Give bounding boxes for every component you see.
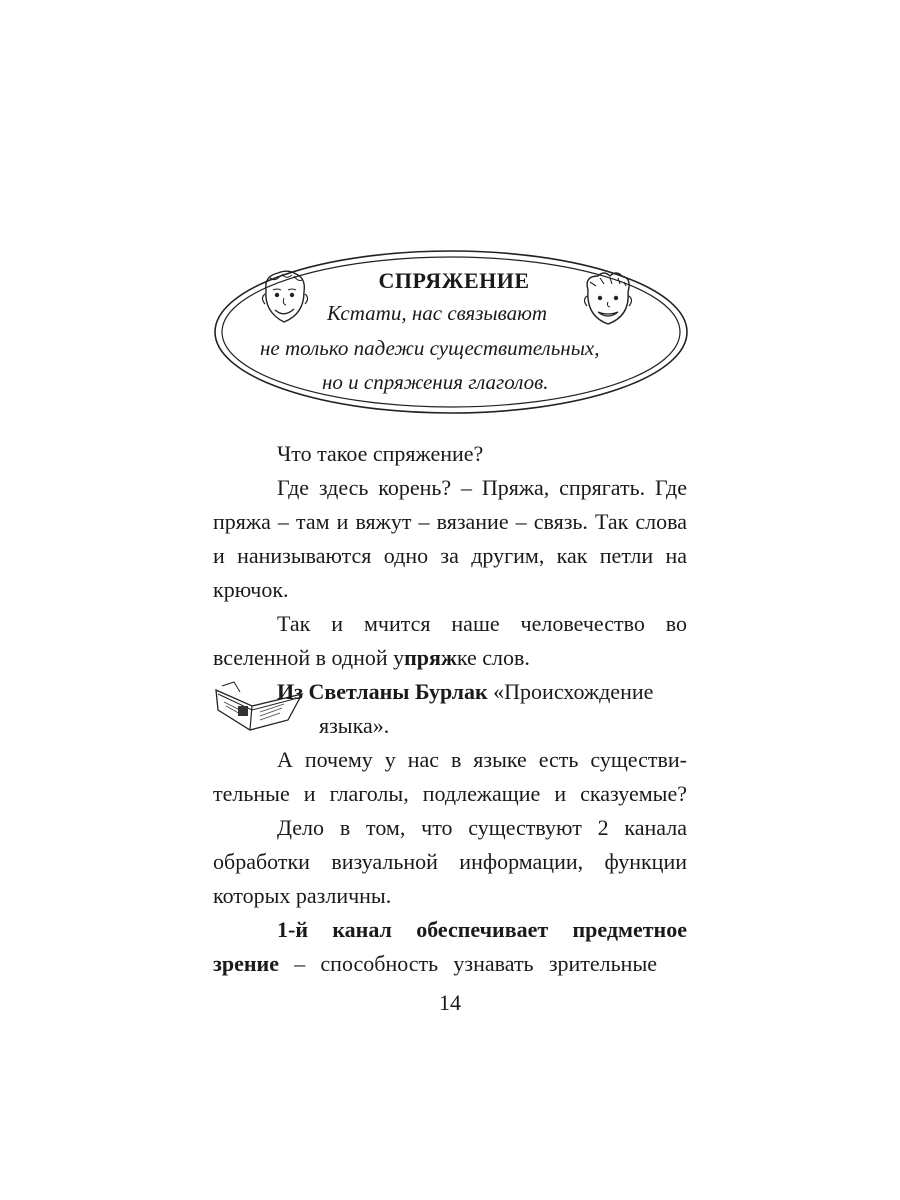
- page-number: 14: [439, 990, 461, 1015]
- paragraph-line: тельные и глаголы, подлежащие и сказуемые?: [213, 781, 687, 806]
- paragraph-line: и нанизываются одно за другим, как петли на: [213, 543, 687, 568]
- header-subtitle-line-1: Кстати, нас связывают: [327, 301, 548, 325]
- chapter-title: СПРЯЖЕНИЕ: [378, 268, 530, 293]
- paragraph-line: 1-й канал обеспечивает предметное: [277, 917, 687, 942]
- paragraph-line: которых различны.: [213, 883, 392, 908]
- header-subtitle-line-2: не только падежи существительных,: [260, 336, 600, 360]
- text-span: ке слов.: [456, 645, 530, 670]
- chapter-header: [212, 248, 690, 416]
- text-span: – способность узнавать зрительные: [278, 951, 657, 976]
- header-subtitle-line-3: но и спряжения глаголов.: [322, 370, 549, 394]
- paragraph-line: [213, 953, 657, 975]
- paragraph-line: Где здесь корень? – Пряжа, спрягать. Где: [277, 475, 687, 500]
- paragraph-line: Так и мчится наше человечество во: [277, 611, 687, 636]
- text-span: вселенной в одной у: [213, 645, 405, 670]
- emphasis-span: пряж: [404, 645, 457, 670]
- quote-line: языка».: [319, 713, 390, 738]
- text-span: «Происхождение: [487, 679, 654, 704]
- paragraph-line: Дело в том, что существуют 2 канала: [277, 815, 687, 840]
- paragraph-line: пряжа – там и вяжут – вязание – связь. Так слова: [213, 509, 687, 534]
- paragraph-line: крючок.: [213, 577, 289, 602]
- author-name: Из Светланы Бурлак: [277, 679, 488, 704]
- paragraph-line: [213, 647, 530, 669]
- paragraph-line: Что такое спряжение?: [277, 441, 484, 466]
- paragraph-line: обработки визуальной информации, функции: [213, 849, 687, 874]
- quote-line: [277, 681, 653, 703]
- emphasis-span: зрение: [213, 951, 279, 976]
- paragraph-line: А почему у нас в языке есть существи-: [277, 747, 687, 772]
